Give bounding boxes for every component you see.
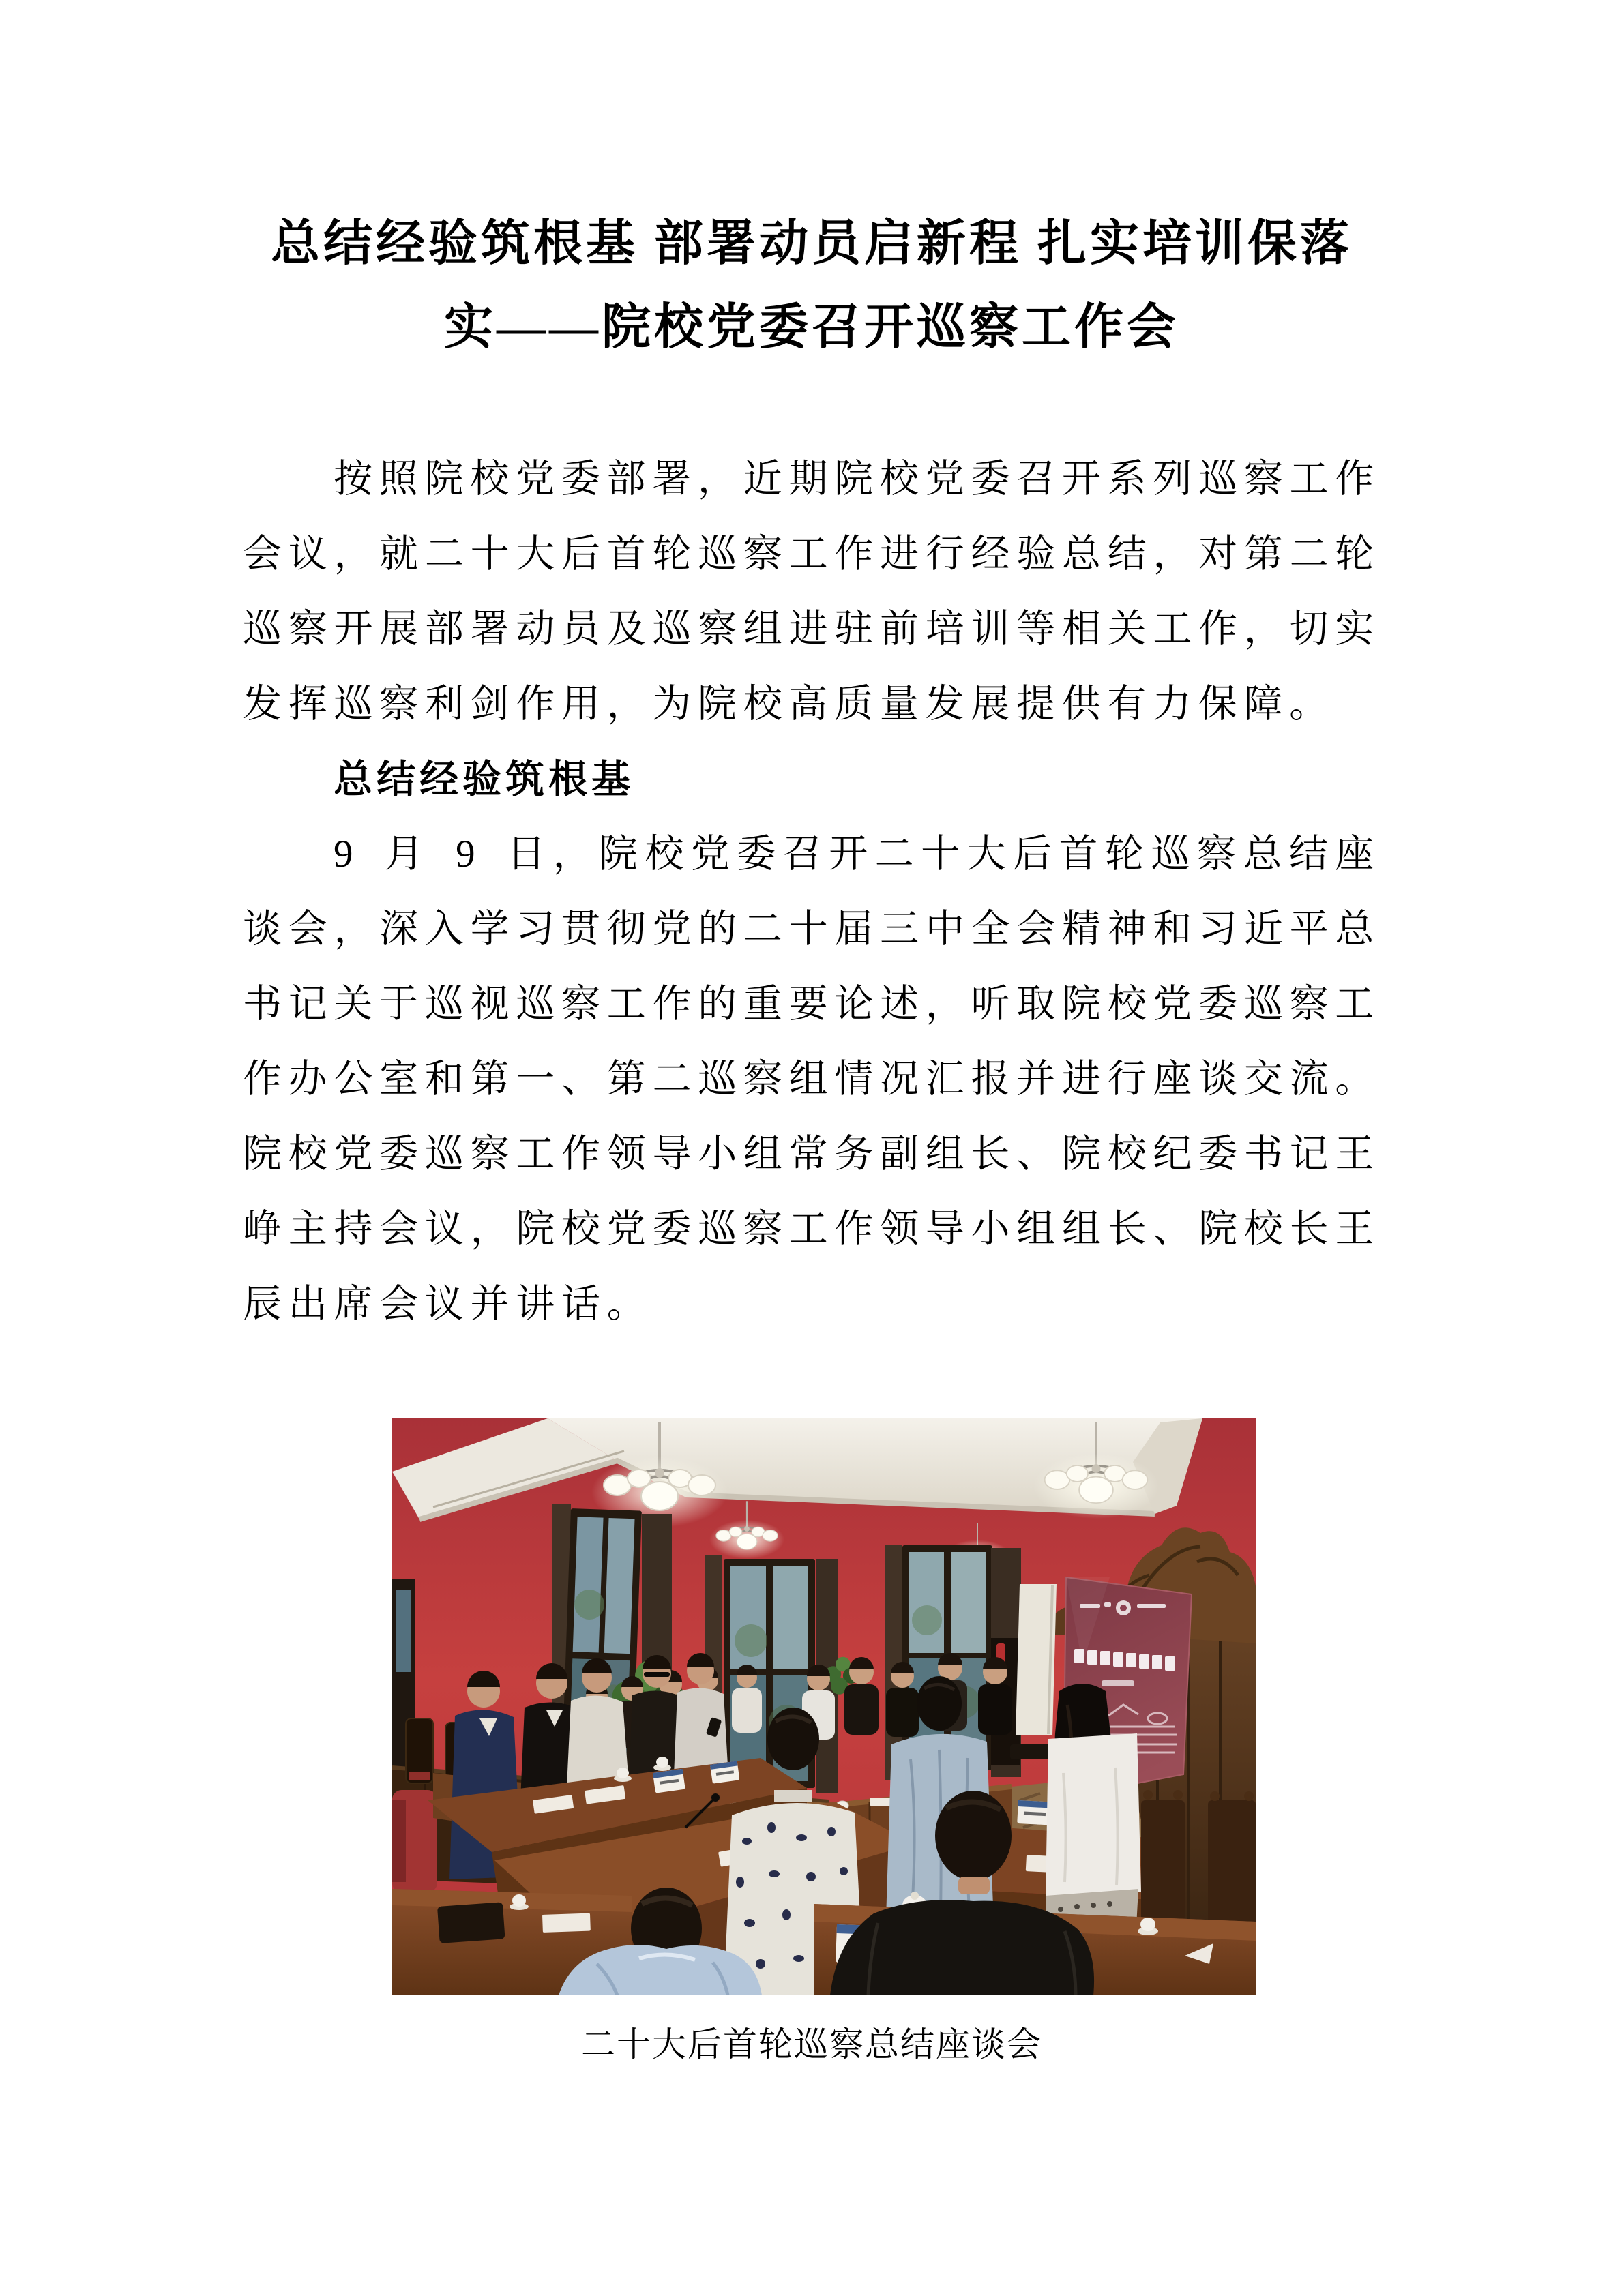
photo-caption: 二十大后首轮巡察总结座谈会 — [581, 2025, 1042, 2063]
article-title-line1: 总结经验筑根基 部署动员启新程 扎实培训保落 — [270, 216, 1353, 271]
article-body — [243, 442, 1381, 1342]
meeting-photo — [392, 1418, 1256, 1995]
paragraph-2: 9 月 9 日，院校党委召开二十大后首轮巡察总结座谈会，深入学习贯彻党的二十届三中全会精神和习近平总书记关于巡视巡察工作的重要论述，听取院校党委巡察工作办公室和第一、第二巡察组情况汇报并进行座谈交流。院校党委巡察工作领导小组常务副组长、院校纪委书记王峥主持会议，院校党委巡察工作领导小组组长、院校长王辰出席会议并讲话。 — [243, 833, 1381, 1326]
article-title — [243, 202, 1381, 370]
paragraph-1: 按照院校党委部署，近期院校党委召开系列巡察工作会议，就二十大后首轮巡察工作进行经验总结，对第二轮巡察开展部署动员及巡察组进驻前培训等相关工作，切实发挥巡察利剑作用，为院校高质量发展提供有力保障。 — [243, 458, 1381, 726]
article-title-line2: 实——院校党委召开巡察工作会 — [443, 300, 1179, 355]
section-heading: 总结经验筑根基 — [334, 758, 634, 801]
